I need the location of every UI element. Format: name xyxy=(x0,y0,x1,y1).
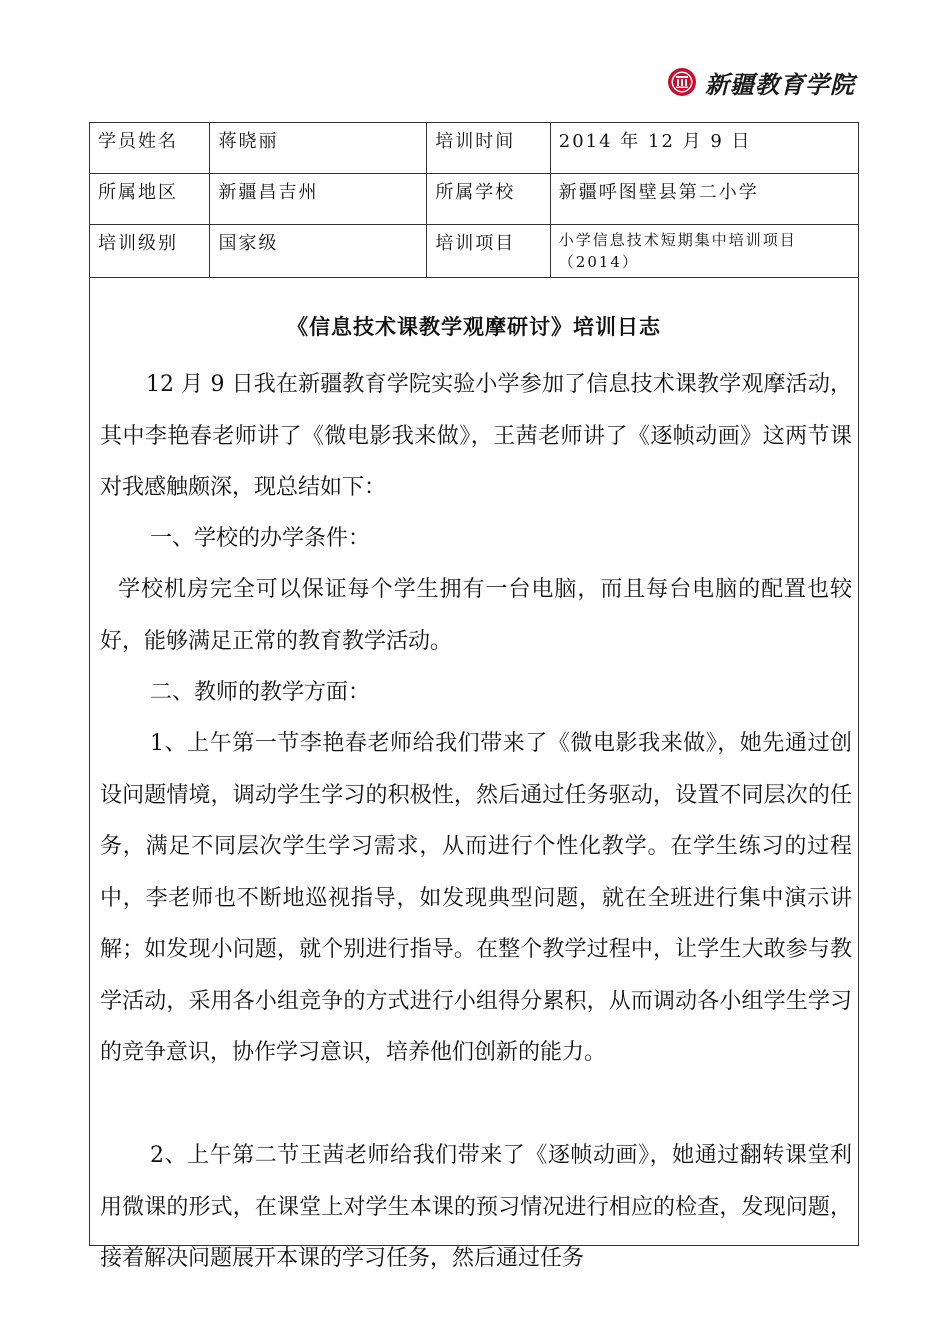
log-title: 《信息技术课教学观摩研讨》培训日志 xyxy=(287,314,661,339)
table-row xyxy=(90,123,859,174)
log-paragraph-conditions: 学校机房完全可以保证每个学生拥有一台电脑，而且每台电脑的配置也较好，能够满足正常的教育教学活动。 xyxy=(100,577,852,654)
training-log-box xyxy=(89,273,859,1271)
label-level: 培训级别 xyxy=(90,225,210,278)
value-training-time: 2014 年 12 月 9 日 xyxy=(550,123,858,174)
value-project: 小学信息技术短期集中培训项目（2014） xyxy=(550,225,858,278)
value-school: 新疆呼图壁县第二小学 xyxy=(550,174,858,225)
value-name: 蒋晓丽 xyxy=(210,123,427,174)
label-school: 所属学校 xyxy=(427,174,550,225)
log-heading-teaching: 二、教师的教学方面： xyxy=(150,680,371,705)
table-row xyxy=(90,225,859,278)
log-paragraph-lesson-2: 2、上午第二节王茜老师给我们带来了《逐帧动画》，她通过翻转课堂利用微课的形式，在课堂上对学生本课的预习情况进行相应的检查，发现问题，接着解决问题展开本课的学习任务，然后通过任务 xyxy=(100,1143,852,1271)
label-project: 培训项目 xyxy=(427,225,550,278)
log-paragraph-lesson-1: 1、上午第一节李艳春老师给我们带来了《微电影我来做》，她先通过创设问题情境，调动学生学习的积极性，然后通过任务驱动，设置不同层次的任务，满足不同层次学生学习需求，从而进行个性化教学。在学生练习的过程中，李老师也不断地巡视指导，如发现典型问题，就在全班进行集中演示讲解；如发现小问题，就个别进行指导。在整个教学过程中，让学生大敢参与教学活动，采用各小组竞争的方式进行小组得分累积，从而调动各小组学生学习的竞争意识，协作学习意识，培养他们创新的能力。 xyxy=(100,731,852,1065)
log-paragraph-intro: 12 月 9 日我在新疆教育学院实验小学参加了信息技术课教学观摩活动，其中李艳春老师讲了《微电影我来做》，王茜老师讲了《逐帧动画》这两节课对我感触颇深，现总结如下： xyxy=(100,372,852,500)
value-level: 国家级 xyxy=(210,225,427,278)
log-heading-conditions: 一、学校的办学条件： xyxy=(150,526,371,551)
trainee-info-table xyxy=(89,122,859,278)
value-region: 新疆昌吉州 xyxy=(210,174,427,225)
school-seal-icon xyxy=(667,67,697,97)
table-row xyxy=(90,174,859,225)
label-region: 所属地区 xyxy=(90,174,210,225)
label-training-time: 培训时间 xyxy=(427,123,550,174)
logo-text: 新疆教育学院 xyxy=(705,69,855,99)
school-logo xyxy=(667,64,855,100)
label-name: 学员姓名 xyxy=(90,123,210,174)
